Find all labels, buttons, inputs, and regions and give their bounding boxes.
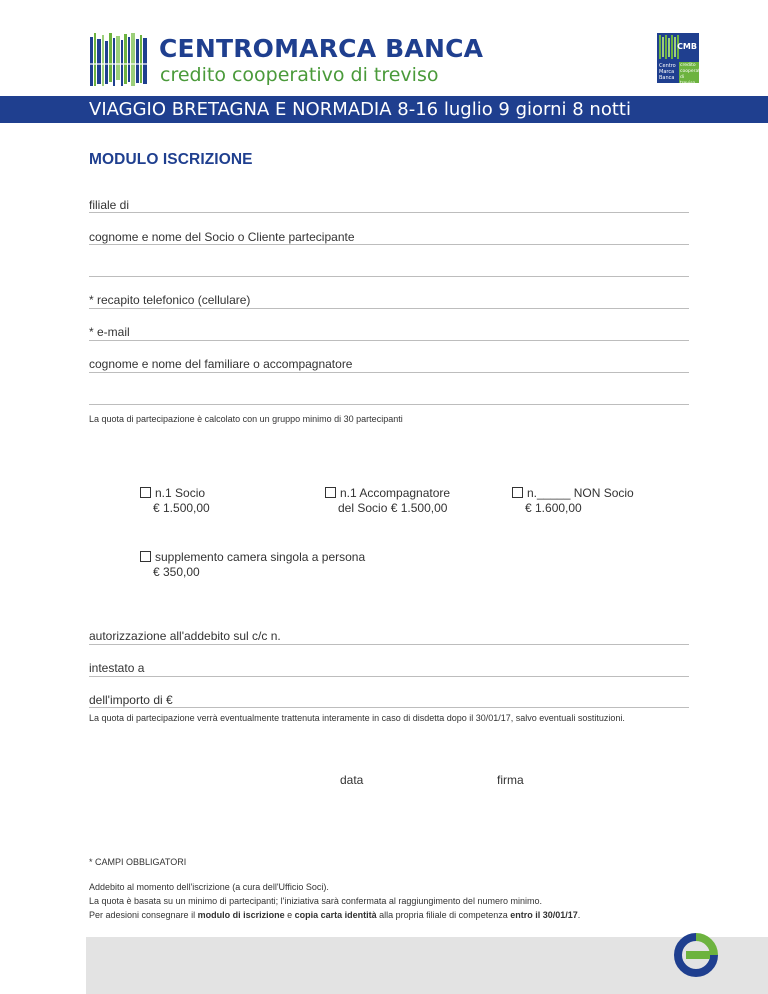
option-non-socio[interactable] [512,486,634,516]
option-socio-price: € 1.500,00 [153,501,210,515]
footer-carta-identita: copia carta identità [294,910,377,920]
footer-line-2: La quota è basata su un minimo di partecipanti; l'iniziativa sarà confermata al raggiungimento del numero minimo. [89,896,542,906]
option-non-socio-label: n._____ NON Socio [527,486,634,500]
field-intestato-label: intestato a [89,661,145,675]
trip-banner-title [89,99,631,120]
option-accompagnatore-label: n.1 Accompagnatore [340,486,451,500]
bcc-logo-icon [670,933,722,977]
bank-tagline: credito cooperativo di treviso [160,64,439,86]
socio-checkbox[interactable] [140,487,151,498]
cmb-left-line-3: Banca [659,75,675,81]
field-cognome-familiare-line-2[interactable] [89,404,689,405]
note-disdetta: La quota di partecipazione verrà eventualmente trattenuta interamente in caso di disdetta dopo il 30/01/17, salvo eventuali sostituzioni. [89,713,625,723]
field-importo-label: dell'importo di € [89,693,173,707]
cmb-right-line-3: di treviso [680,75,696,86]
field-importo-line[interactable] [89,707,689,708]
field-intestato-line[interactable] [89,676,689,677]
required-fields-note: * CAMPI OBBLIGATORI [89,857,187,867]
option-camera-singola-label: supplemento camera singola a persona [155,550,366,564]
field-email-label: * e-mail [89,325,130,339]
footer-line-3: Per adesioni consegnare il modulo di iscrizione e copia carta identità alla propria filiale di competenza entro il 30/01/17. [89,910,581,920]
cmb-left-line-2: Marca [659,69,675,75]
option-accompagnatore-price: del Socio € 1.500,00 [338,501,448,515]
form-title: MODULO ISCRIZIONE [89,151,253,168]
bank-name: CENTROMARCA BANCA [159,34,484,63]
field-addebito-label: autorizzazione all'addebito sul c/c n. [89,629,281,643]
accompagnatore-checkbox[interactable] [325,487,336,498]
signature-data-label: data [340,773,364,787]
field-cognome-socio-label: cognome e nome del Socio o Cliente partecipante [89,230,355,244]
signature-firma-label: firma [497,773,524,787]
option-socio[interactable] [140,486,210,516]
cmb-logo [657,33,707,86]
option-camera-singola[interactable] [140,550,365,580]
option-camera-singola-price: € 350,00 [153,565,200,579]
cmb-right-line-1: credito [680,63,696,68]
non-socio-checkbox[interactable] [512,487,523,498]
footer-line-1: Addebito al momento dell'iscrizione (a cura dell'Ufficio Soci). [89,882,329,892]
bank-logo-stripes-icon [90,33,148,86]
field-cognome-socio-line[interactable] [89,244,689,245]
field-email-line[interactable] [89,340,689,341]
cmb-left-line-1: Centro [659,63,676,69]
field-cognome-familiare-line[interactable] [89,372,689,373]
field-cognome-socio-line-2[interactable] [89,276,689,277]
footer-band [86,937,768,994]
field-filiale-label: filiale di [89,198,130,212]
cmb-mark: CMB [677,42,697,51]
camera-singola-checkbox[interactable] [140,551,151,562]
option-non-socio-price: € 1.600,00 [525,501,582,515]
option-socio-label: n.1 Socio [155,486,206,500]
cmb-right-line-2: cooperativo [680,69,707,74]
trip-name: VIAGGIO BRETAGNA E NORMADIA [89,99,392,120]
footer-modulo: modulo di iscrizione [197,910,285,920]
trip-dates: 8-16 luglio 9 giorni 8 notti [397,99,631,120]
field-addebito-line[interactable] [89,644,689,645]
field-telefono-label: * recapito telefonico (cellulare) [89,293,251,307]
field-telefono-line[interactable] [89,308,689,309]
note-quota: La quota di partecipazione è calcolato con un gruppo minimo di 30 partecipanti [89,414,403,424]
footer-deadline: entro il 30/01/17 [510,910,578,920]
field-filiale-line[interactable] [89,212,689,213]
field-cognome-familiare-label: cognome e nome del familiare o accompagnatore [89,357,353,371]
option-accompagnatore[interactable] [325,486,450,516]
